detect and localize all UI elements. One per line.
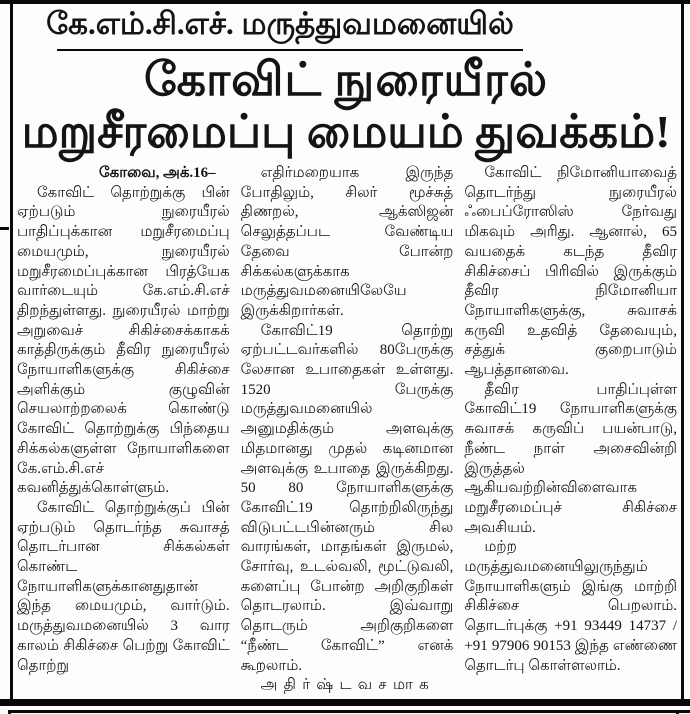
kicker-line: கே.எம்.சி.எச். மருத்துவமனையில் xyxy=(46,6,514,41)
paragraph: அதிர்ஷ்டவசமாக xyxy=(260,677,436,694)
paragraph: கோவிட் தொற்றுக்குப் பின் ஏற்படும் தொடர்ந்த சுவாசத் தொடர்பான சிக்கல்கள் கொண்ட நோயாளிகளுக்கானதுதான் இந்த மையமும், வார்டும். மருத்துவமனையில் 3 வார காலம் சிகிச்சை பெற்று கோவிட் தொற்று xyxy=(17,499,230,674)
paragraph: கோவிட் நிமோனியாவைத் தொடர்ந்து நுரையீரல் ஃபைப்ரோஸிஸ் நேர்வது மிகவும் அரிது. ஆனால், 65 வயதைக் கடந்த தீவிர சிகிச்சைப் பிரிவில் இருக்கும் தீவிர நிமோனியா நோயாளிகளுக்கு, சுவாசக் கருவி உதவித் தேவையும், சத்துக் குறைபாடும் ஆபத்தானவை. xyxy=(464,165,677,379)
headline-line-2: மறுசீரமைப்பு மையம் துவக்கம்! xyxy=(21,106,671,157)
right-border-rule xyxy=(681,3,684,701)
paragraph: தீவிர பாதிப்புள்ள கோவிட்19 நோயாளிகளுக்கு சுவாசக் கருவிப் பயன்பாடு, நீண்ட நாள் அசைவின்றி இருத்தல் ஆகியவற்றின்விளைவாக மறுசீரமைப்புச் சிகிச்சை அவசியம். xyxy=(464,381,677,536)
column-2 xyxy=(241,164,454,699)
paragraph: எதிர்மறையாக இருந்த போதிலும், சிலர் மூச்சுத் திணறல், ஆக்ஸிஜன் செலுத்தப்பட வேண்டிய தேவை போன்ற சிக்கல்களுக்காக மருத்துவமனையிலேயே இருக்கிறார்கள். xyxy=(240,165,454,319)
article-body xyxy=(17,164,677,699)
margin-tick-mark xyxy=(0,227,9,230)
contact-paragraph: மற்ற மருத்துவமனையிலுருந்தும் நோயாளிகளும் இங்கு மாற்றி சிகிச்சை பெறலாம். தொடர்புக்கு +91 93449 14737 / +91 97906 90153 இந்த எண்ணை தொடர்பு கொள்ளலாம். xyxy=(464,539,677,674)
next-clipping-right-stub xyxy=(676,710,679,714)
next-clipping-top-rule xyxy=(8,710,690,713)
bottom-border-rule xyxy=(0,699,690,706)
column-1 xyxy=(17,164,230,699)
next-clipping-left-stub xyxy=(8,710,11,714)
paragraph: கோவிட் தொற்றுக்கு பின் ஏற்படும் நுரையீரல் பாதிப்புக்கான மறுசீரமைப்பு மையமும், நுரையீரல் மறுசீரமைப்புக்கான பிரத்யேக வார்டையும் கே.எம்.சி.எச் திறந்துள்ளது. நுரையீரல் மாற்று அறுவைச் சிகிச்சைக்காகக் காத்திருக்கும் தீவிர நுரையீரல் நோயாளிகளுக்கு சிகிச்சை அளிக்கும் குழுவின் செயலாற்றலைக் கொண்டு கோவிட் தொற்றுக்கு பிந்தைய சிக்கல்களுள்ள நோயாளிகளை கே.எம்.சி.எச் கவனித்துக்கொள்ளும். xyxy=(17,184,230,497)
top-border-rule xyxy=(0,0,690,4)
column-3 xyxy=(464,164,677,699)
headline-line-1: கோவிட் நுரையீரல் xyxy=(144,54,548,105)
kicker-underline-rule xyxy=(57,49,523,51)
paragraph: கோவிட்19 தொற்று ஏற்பட்டவர்களில் 80பேருக்கு லேசான உபாதைகள் உள்ளது. 1520 பேருக்கு மருத்துவமனையில் அனுமதிக்கும் அளவுக்கு மிதமானது முதல் கடினமான அளவுக்கு உபாதை இருக்கிறது. 50 80 நோயாளிகளுக்கு கோவிட்19 தொற்றிலிருந்து விடுபட்டபின்னரும் சில வாரங்கள், மாதங்கள் இருமல், சோர்வு, உடல்வலி, மூட்டுவலி, களைப்பு போன்ற அறிகுறிகள் தொடரலாம். இவ்வாறு தொடரும் அறிகுறிகளை “நீண்ட கோவிட்” எனக் கூறலாம். xyxy=(240,322,454,674)
dateline: கோவை, அக்.16– xyxy=(99,165,216,181)
headline xyxy=(12,54,680,158)
